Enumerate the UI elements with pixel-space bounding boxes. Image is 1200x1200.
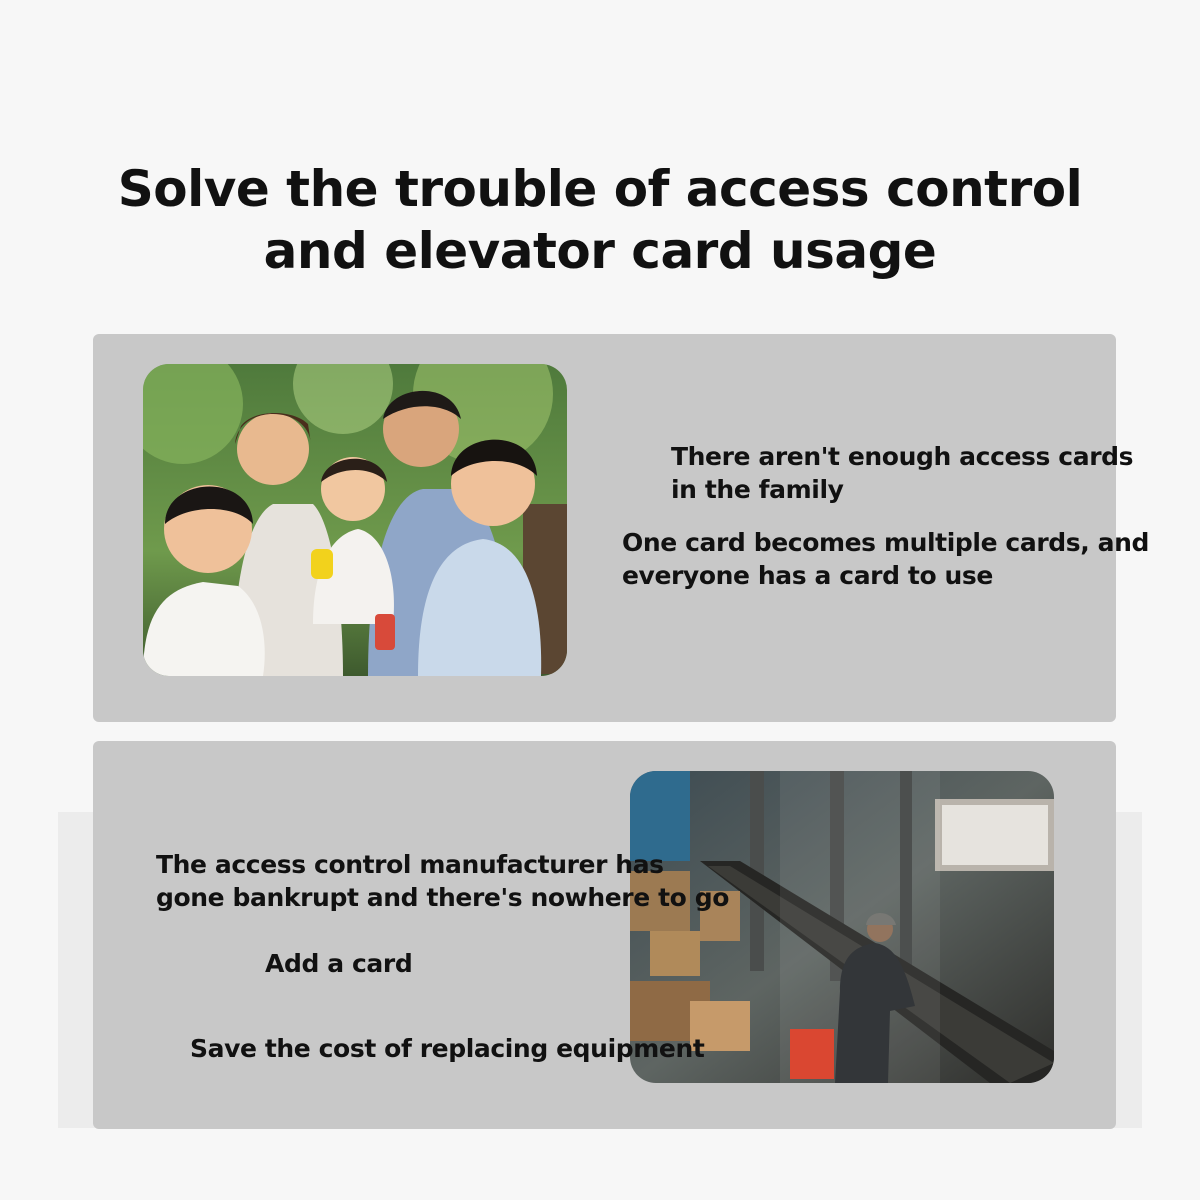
manufacturer-bankrupt-line-1: The access control manufacturer has — [156, 850, 664, 879]
manufacturer-bankrupt-panel — [93, 741, 1116, 1129]
not-enough-cards-heading — [671, 440, 1133, 506]
one-card-multiple-line-1: One card becomes multiple cards, and — [622, 528, 1149, 557]
page-title — [0, 158, 1200, 282]
page-title-line-2: and elevator card usage — [263, 222, 937, 280]
one-card-multiple-text — [622, 526, 1149, 592]
one-card-multiple-line-2: everyone has a card to use — [622, 561, 993, 590]
save-cost-text: Save the cost of replacing equipment — [190, 1034, 705, 1063]
page-title-line-1: Solve the trouble of access control — [117, 160, 1083, 218]
manufacturer-bankrupt-line-2: gone bankrupt and there's nowhere to go — [156, 883, 729, 912]
add-card-text: Add a card — [265, 949, 413, 978]
not-enough-cards-line-1: There aren't enough access cards — [671, 442, 1134, 471]
manufacturer-bankrupt-heading — [156, 848, 729, 914]
family-cards-panel — [93, 334, 1149, 722]
not-enough-cards-line-2: in the family — [671, 475, 844, 504]
family-photo — [143, 364, 567, 676]
